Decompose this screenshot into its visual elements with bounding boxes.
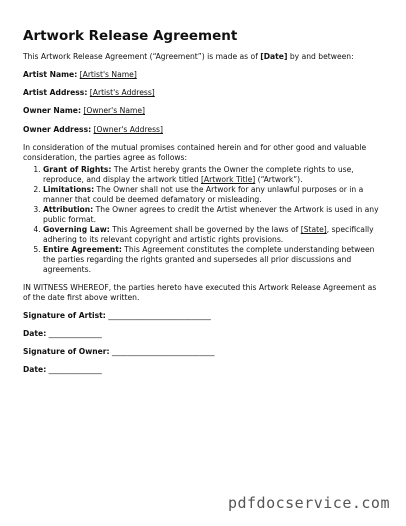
intro-tail: by and between: — [287, 52, 354, 61]
date-label: Date: — [23, 365, 47, 375]
owner-address-field — [23, 125, 385, 135]
field-value: [Owner's Name] — [83, 106, 146, 116]
site-watermark: pdfdocservice.com — [227, 494, 390, 512]
clause-title: Entire Agreement: — [43, 244, 122, 254]
intro-paragraph — [23, 52, 385, 62]
field-label: Owner Address: — [23, 124, 92, 134]
field-value: [Artist's Address] — [89, 88, 155, 98]
signature-blank: ___________________________ — [112, 347, 215, 357]
consideration-paragraph: In consideration of the mutual promises contained herein and for other good and valuable consideration, the parties agree as follows: — [23, 142, 367, 162]
owner-name-field — [23, 106, 385, 116]
clause-title: Limitations: — [43, 184, 95, 194]
field-label: Artist Name: — [23, 70, 78, 79]
clause-item — [43, 205, 385, 225]
signature-blank: ___________________________ — [108, 310, 211, 320]
clause-placeholder: [State] — [300, 224, 327, 234]
page-title: Artwork Release Agreement — [23, 28, 238, 44]
clause-text: The Artist hereby grants the Owner the complete rights to use, reproduce, and display the artwork titled — [43, 164, 354, 184]
clause-title: Attribution: — [43, 204, 94, 214]
clause-text: This Agreement shall be governed by the laws of — [109, 224, 301, 234]
clause-text-tail: (“Artwork”). — [255, 174, 303, 184]
date-blank: ______________ — [48, 328, 102, 338]
artist-address-field — [23, 88, 385, 98]
clause-item — [43, 245, 385, 275]
date-label: Date: — [23, 328, 47, 338]
clause-item — [43, 165, 385, 185]
signature-label: Signature of Owner: — [23, 347, 110, 357]
artist-name-field — [23, 70, 385, 80]
clause-title: Grant of Rights: — [43, 164, 112, 174]
intro-text: This Artwork Release Agreement (“Agreement”) is made as of — [23, 52, 261, 61]
field-label: Owner Name: — [23, 106, 81, 116]
agreement-date: [Date] — [260, 52, 288, 61]
clause-text-tail: , specifically adhering to its relevant copyright and artistic rights provisions. — [43, 224, 374, 244]
field-value: [Owner's Address] — [93, 124, 163, 134]
owner-signature-line — [23, 347, 385, 357]
field-label: Artist Address: — [23, 88, 88, 98]
witness-paragraph: IN WITNESS WHEREOF, the parties hereto have executed this Artwork Release Agreement as of the date first above written. — [23, 282, 377, 302]
clause-item — [43, 185, 385, 205]
artist-date-line — [23, 329, 385, 339]
clause-list — [23, 165, 385, 275]
owner-date-line — [23, 365, 385, 375]
clause-item — [43, 225, 385, 245]
field-value: [Artist's Name] — [79, 70, 137, 79]
artist-signature-line — [23, 311, 385, 321]
clause-text: The Owner shall not use the Artwork for any unlawful purposes or in a manner that could be deemed defamatory or misleading. — [43, 184, 364, 204]
date-blank: ______________ — [48, 365, 102, 375]
clause-text: This Agreement constitutes the complete understanding between the parties regarding the rights granted and supersedes all prior discussions and agreements. — [43, 244, 375, 274]
clause-title: Governing Law: — [43, 224, 110, 234]
signature-label: Signature of Artist: — [23, 310, 106, 320]
document-page — [23, 28, 385, 384]
clause-placeholder: [Artwork Title] — [200, 174, 256, 184]
clause-text: The Owner agrees to credit the Artist whenever the Artwork is used in any public format. — [43, 204, 379, 224]
